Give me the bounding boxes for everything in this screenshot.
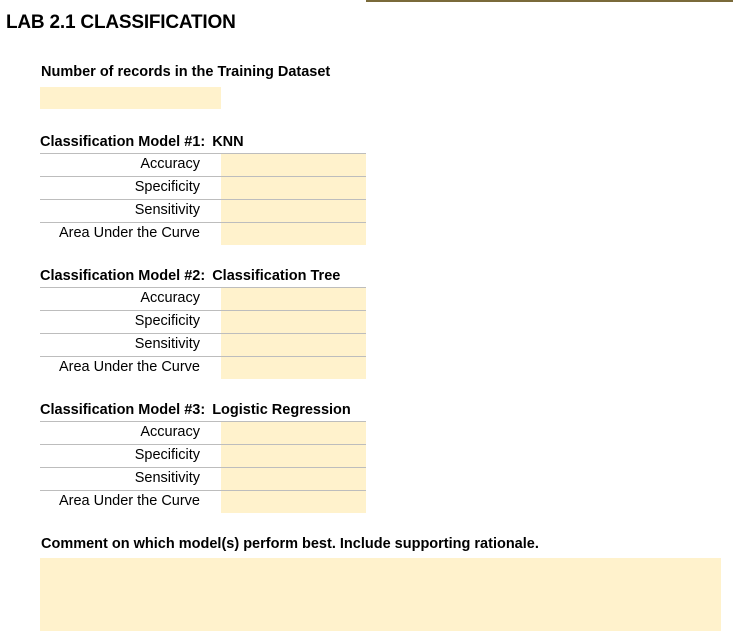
specificity-input[interactable] [221, 177, 366, 199]
sensitivity-input[interactable] [221, 334, 366, 356]
metric-label: Sensitivity [134, 336, 200, 352]
metric-label: Sensitivity [134, 202, 200, 218]
accuracy-input[interactable] [221, 422, 366, 444]
model-block-3 [40, 399, 366, 513]
specificity-input[interactable] [221, 311, 366, 333]
auc-input[interactable] [221, 223, 366, 245]
model-heading [40, 265, 366, 287]
model-prefix: Classification Model #3: [40, 402, 206, 418]
metric-row [40, 467, 366, 490]
model-block-1 [40, 131, 366, 245]
metric-label: Specificity [134, 313, 200, 329]
comment-input[interactable] [40, 558, 721, 631]
comment-label: Comment on which model(s) perform best. Include supporting rationale. [41, 536, 539, 552]
metric-label: Area Under the Curve [58, 359, 200, 375]
metric-row [40, 199, 366, 222]
model-heading [40, 399, 366, 421]
metric-label: Specificity [134, 179, 200, 195]
metric-label: Accuracy [140, 424, 200, 440]
metric-row [40, 444, 366, 467]
auc-input[interactable] [221, 491, 366, 513]
metric-row [40, 222, 366, 245]
metric-label: Area Under the Curve [58, 225, 200, 241]
metric-label: Accuracy [140, 156, 200, 172]
model-prefix: Classification Model #1: [40, 134, 206, 150]
metric-row [40, 310, 366, 333]
records-label: Number of records in the Training Dataset [41, 64, 331, 80]
model-name: Logistic Regression [212, 402, 351, 418]
model-prefix: Classification Model #2: [40, 268, 206, 284]
metric-label: Sensitivity [134, 470, 200, 486]
auc-input[interactable] [221, 357, 366, 379]
sheet-title: LAB 2.1 CLASSIFICATION [6, 12, 236, 33]
metric-label: Specificity [134, 447, 200, 463]
metric-row [40, 490, 366, 513]
sensitivity-input[interactable] [221, 468, 366, 490]
model-block-2 [40, 265, 366, 379]
specificity-input[interactable] [221, 445, 366, 467]
top-border-line [366, 0, 733, 2]
model-name: KNN [212, 134, 244, 150]
model-name: Classification Tree [212, 268, 341, 284]
metric-row [40, 176, 366, 199]
records-input[interactable] [40, 87, 221, 109]
metric-row [40, 333, 366, 356]
metric-label: Area Under the Curve [58, 493, 200, 509]
metric-row [40, 153, 366, 176]
metric-label: Accuracy [140, 290, 200, 306]
accuracy-input[interactable] [221, 288, 366, 310]
accuracy-input[interactable] [221, 154, 366, 176]
metric-row [40, 356, 366, 379]
model-heading [40, 131, 366, 153]
metric-row [40, 287, 366, 310]
sensitivity-input[interactable] [221, 200, 366, 222]
metric-row [40, 421, 366, 444]
